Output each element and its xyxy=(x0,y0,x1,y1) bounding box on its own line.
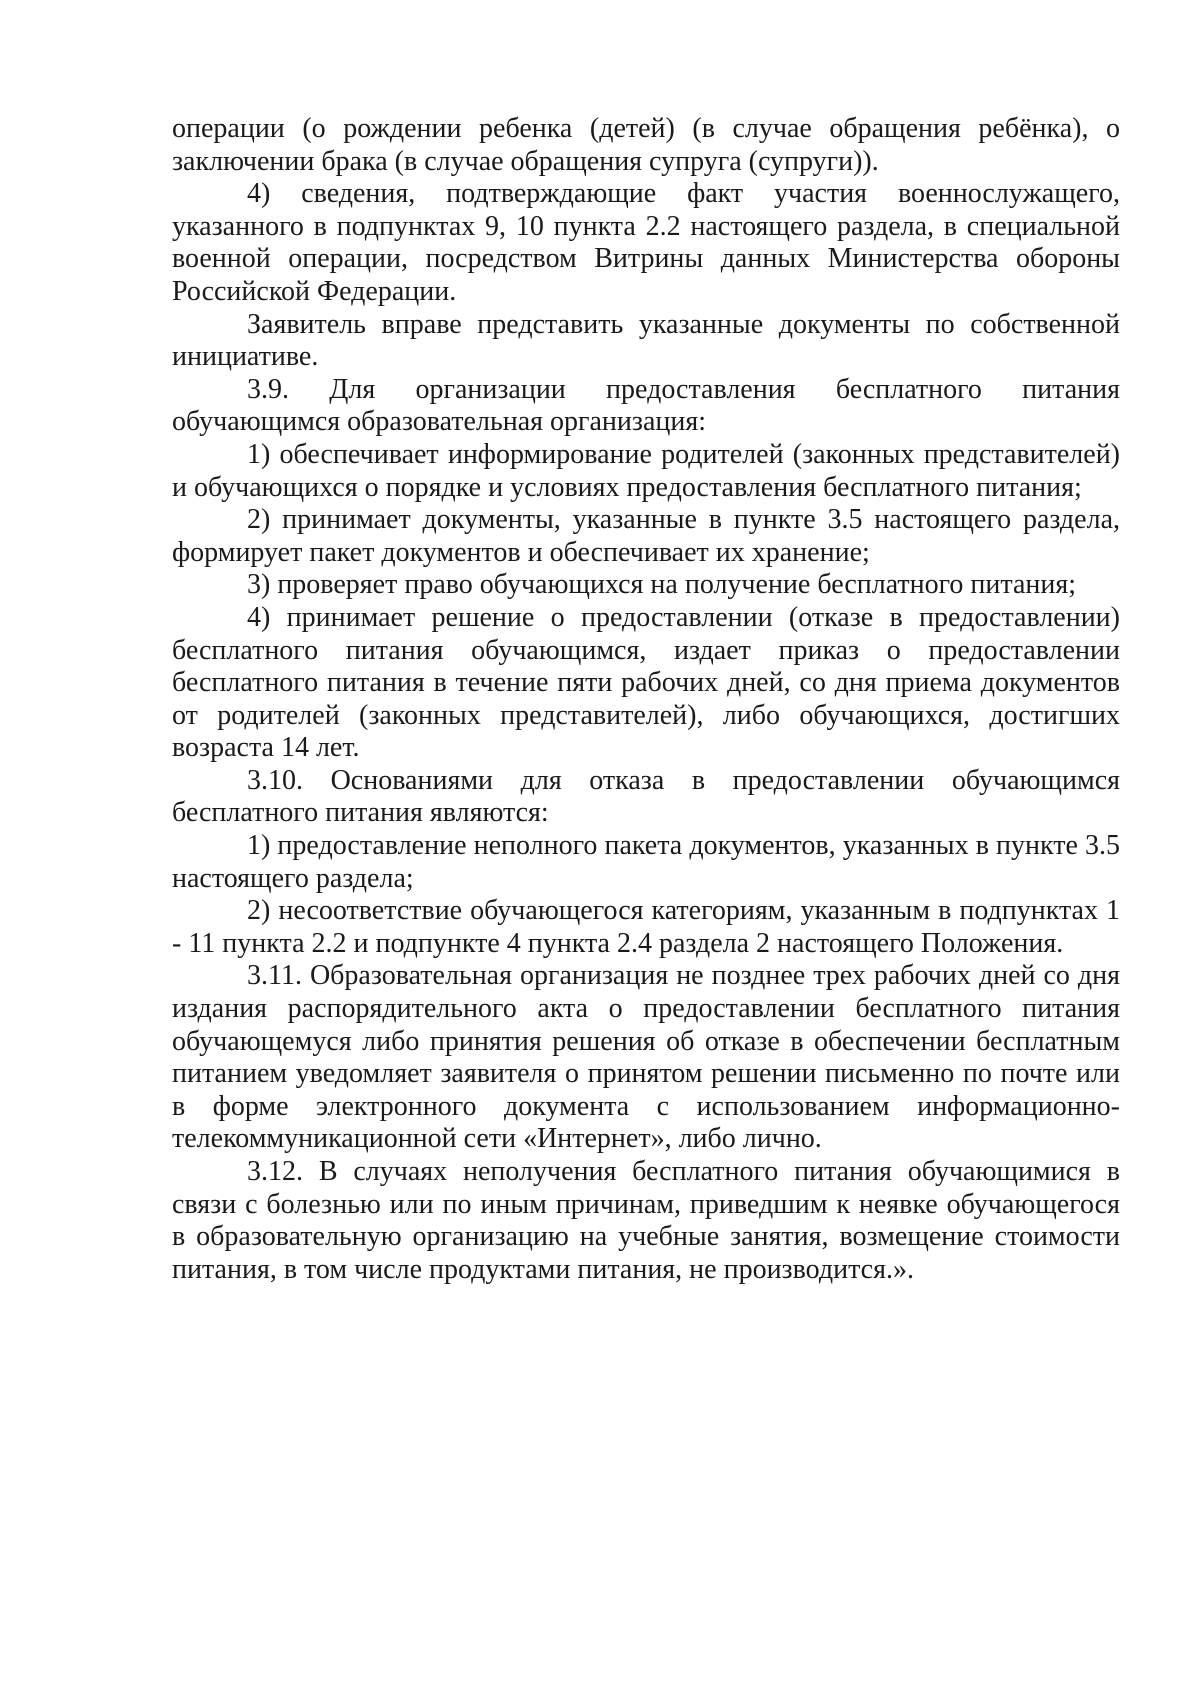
paragraph-applicant-right: Заявитель вправе представить указанные документы по собственной инициативе. xyxy=(172,308,1120,373)
paragraph-3-10-item-1: 1) предоставление неполного пакета документов, указанных в пункте 3.5 настоящего раздела; xyxy=(172,830,1120,894)
paragraph-item-4-svo: 4) сведения, подтверждающие факт участия военнослужащего, указанного в подпунктах 9, 10 пункта 2.2 настоящего раздела, в специальной военной операции, посредством Витрины данных Министерства обороны Российской Федерации. xyxy=(172,178,1120,307)
paragraph-3-9-item-1: 1) обеспечивает информирование родителей (законных представителей) и обучающихся о порядке и условиях предоставления бесплатного питания; xyxy=(172,438,1120,503)
paragraph-3-10-item-2: 2) несоответствие обучающегося категориям, указанным в подпунктах 1 - 11 пункта 2.2 и подпункте 4 пункта 2.4 раздела 2 настоящего Положения. xyxy=(172,895,1120,959)
paragraph-3-10: 3.10. Основаниями для отказа в предоставлении обучающимся бесплатного питания являются: xyxy=(172,764,1120,829)
paragraph-3-9: 3.9. Для организации предоставления бесплатного питания обучающимся образовательная организация: xyxy=(172,373,1120,438)
paragraph-3-9-item-2: 2) принимает документы, указанные в пункте 3.5 настоящего раздела, формирует пакет документов и обеспечивает их хранение; xyxy=(172,504,1120,568)
paragraph-3-12: 3.12. В случаях неполучения бесплатного питания обучающимися в связи с болезнью или по иным причинам, приведшим к неявке обучающегося в образовательную организацию на учебные занятия, возмещение стоимости питания, в том числе продуктами питания, не производится.». xyxy=(172,1156,1120,1285)
paragraph-3-11: 3.11. Образовательная организация не позднее трех рабочих дней со дня издания распорядительного акта о предоставлении бесплатного питания обучающемуся либо принятия решения об отказе в обеспечении бесплатным питанием уведомляет заявителя о принятом решении письменно по почте или в форме электронного документа с использованием информационно-телекоммуникационной сети «Интернет», либо лично. xyxy=(172,960,1120,1155)
paragraph-3-9-item-4: 4) принимает решение о предоставлении (отказе в предоставлении) бесплатного питания обучающимся, издает приказ о предоставлении бесплатного питания в течение пяти рабочих дней, со дня приема документов от родителей (законных представителей), либо обучающихся, достигших возраста 14 лет. xyxy=(172,601,1120,764)
paragraph-continuation: операции (о рождении ребенка (детей) (в случае обращения ребёнка), о заключении брака (в случае обращения супруга (супруги)). xyxy=(172,113,1120,177)
paragraph-3-9-item-3: 3) проверяет право обучающихся на получение бесплатного питания; xyxy=(247,569,1077,601)
document-body xyxy=(172,113,1120,1286)
